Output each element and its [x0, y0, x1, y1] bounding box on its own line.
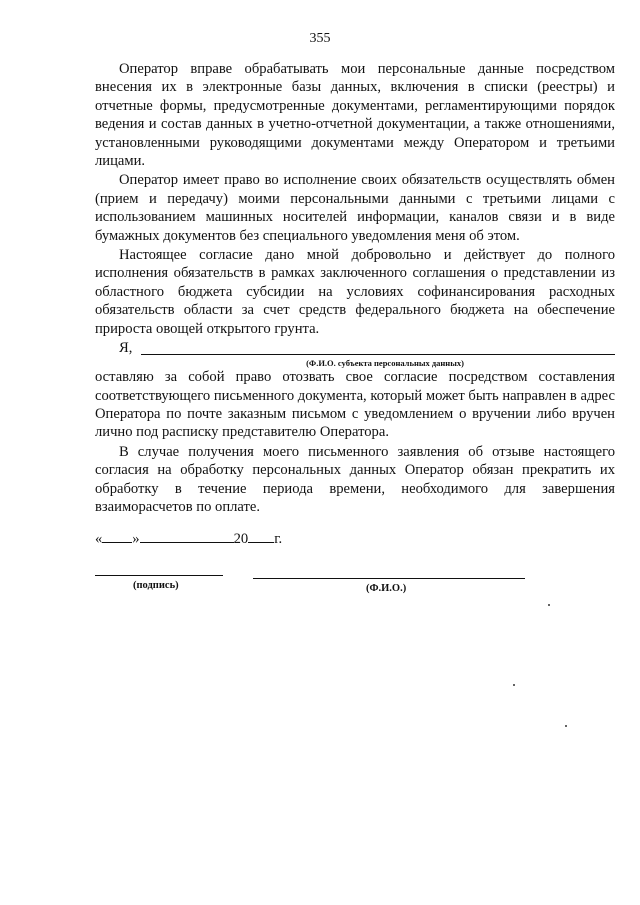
close-quote: »	[132, 531, 140, 547]
scan-speck	[548, 604, 550, 606]
year-suffix: г.	[274, 531, 283, 547]
fio-caption: (Ф.И.О.)	[366, 583, 407, 594]
subject-name-caption: (Ф.И.О. субъекта персональных данных)	[306, 358, 464, 369]
fio-line[interactable]	[253, 578, 525, 579]
paragraph-consent-validity: Настоящее согласие дано мной добровольно и действует до полного исполнения обязательств в рамках заключенного соглашения о представлении из областного бюджета субсидии на условиях софинансирования расходных обязательств области за счет средств федерального бюджета на обеспечение прироста овощей открытого грунта.	[95, 247, 615, 337]
year-prefix: 20	[233, 531, 249, 547]
scan-speck	[565, 725, 567, 727]
consent-text	[95, 60, 615, 517]
paragraph-processing-rights: Оператор вправе обрабатывать мои персональные данные посредством внесения их в электронные базы данных, включения в списки (реестры) и отчетные формы, предусмотренные документами, регламентирующими порядок ведения и состав данных в учетно-отчетной документации, а также отношениями, установленными руководящими документами между Оператором и третьими лицами.	[95, 61, 615, 170]
ya-label: Я,	[119, 340, 133, 357]
paragraph-data-exchange: Оператор имеет право во исполнение своих обязательств осуществлять обмен (прием и передачу) моими персональными данными с третьими лицами с использованием машинных носителей информации, каналов связи и в виде бумажных документов без специального уведомления меня об этом.	[95, 172, 615, 244]
signature-caption: (подпись)	[133, 580, 179, 591]
signature-line[interactable]	[95, 575, 223, 576]
date-line	[95, 528, 282, 548]
subject-name-line[interactable]	[141, 354, 615, 355]
paragraph-withdrawal-right: оставляю за собой право отозвать свое согласие посредством составления соответствующего письменного документа, который может быть направлен в адрес Оператора по почте заказным письмом с уведомлением о вручении либо вручен лично под расписку представителю Оператора.	[95, 369, 615, 441]
paragraph-withdrawal-processing: В случае получения моего письменного заявления об отзыве настоящего согласия на обработку персональных данных Оператор обязан прекратить их обработку в течение периода времени, необходимого для завершения взаиморасчетов по оплате.	[95, 443, 615, 515]
subject-name-row	[95, 339, 615, 358]
year-blank[interactable]	[248, 528, 274, 543]
month-blank[interactable]	[140, 528, 234, 543]
day-blank[interactable]	[102, 528, 132, 543]
scan-speck	[513, 684, 515, 686]
page-number: 355	[309, 31, 331, 46]
open-quote: «	[95, 531, 103, 547]
